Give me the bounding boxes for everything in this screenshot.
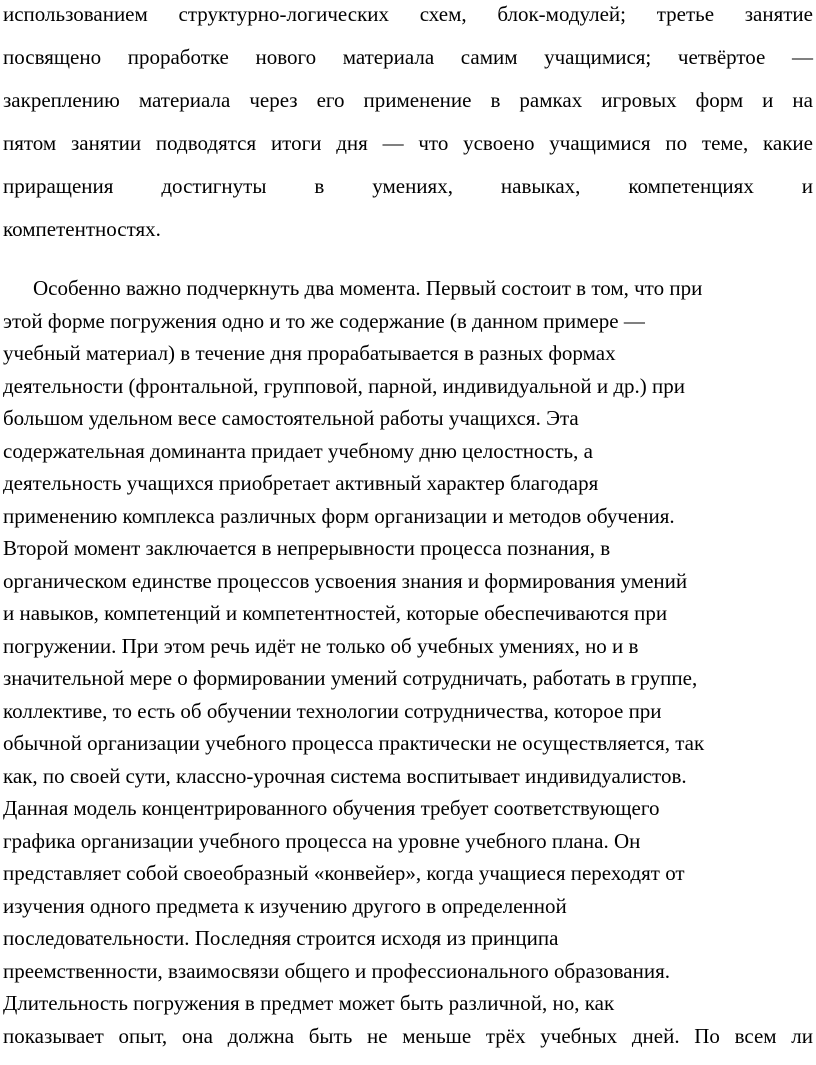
- paragraph2-line-20: изучения одного предмета к изучению другого в определенной: [3, 894, 567, 918]
- paragraph2-line-2: этой форме погружения одно и то же содержание (в данном примере —: [3, 309, 645, 333]
- paragraph2-line-22: преемственности, взаимосвязи общего и профессионального образования.: [3, 959, 670, 983]
- paragraph2-line-16: как, по своей сути, классно-урочная система воспитывает индивидуалистов.: [3, 764, 687, 788]
- paragraph2-line-17: Данная модель концентрированного обучения требует соответствующего: [3, 796, 660, 820]
- paragraph1-line-2: посвящено проработке нового материала самим учащимися; четвёртое —: [3, 45, 813, 69]
- paragraph2-line-4: деятельности (фронтальной, групповой, парной, индивидуальной и др.) при: [3, 374, 686, 398]
- paragraph2-line-13: значительной мере о формировании умений сотрудничать, работать в группе,: [3, 666, 698, 690]
- paragraph2-line-1: Особенно важно подчеркнуть два момента. Первый состоит в том, что при: [33, 276, 703, 300]
- paragraph2-line-19: представляет собой своеобразный «конвейер», когда учащиеся переходят от: [3, 861, 685, 885]
- paragraph2-line-21: последовательности. Последняя строится исходя из принципа: [3, 926, 559, 950]
- paragraph1-line-1: использованием структурно-логических схем, блок-модулей; третье занятие: [3, 2, 813, 26]
- paragraph2-line-10: органическом единстве процессов усвоения знания и формирования умений: [3, 569, 688, 593]
- paragraph2-line-23: Длительность погружения в предмет может быть различной, но, как: [3, 991, 615, 1015]
- paragraph2-line-18: графика организации учебного процесса на уровне учебного плана. Он: [3, 829, 641, 853]
- paragraph1-line-6: компетентностях.: [3, 217, 161, 241]
- paragraph2-line-8: применению комплекса различных форм организации и методов обучения.: [3, 504, 675, 528]
- paragraph2-line-3: учебный материал) в течение дня прорабатывается в разных формах: [3, 341, 616, 365]
- paragraph2-line-12: погружении. При этом речь идёт не только об учебных умениях, но и в: [3, 634, 639, 658]
- paragraph2-line-14: коллективе, то есть об обучении технологии сотрудничества, которое при: [3, 699, 662, 723]
- paragraph2-line-11: и навыков, компетенций и компетентностей, которые обеспечиваются при: [3, 601, 668, 625]
- paragraph2-line-24: показывает опыт, она должна быть не меньше трёх учебных дней. По всем ли: [3, 1024, 813, 1048]
- paragraph1-line-4: пятом занятии подводятся итоги дня — что усвоено учащимися по теме, какие: [3, 131, 813, 155]
- paragraph1-line-5: приращения достигнуты в умениях, навыках, компетенциях и: [3, 174, 813, 198]
- paragraph2-line-15: обычной организации учебного процесса практически не осуществляется, так: [3, 731, 705, 755]
- paragraph2-line-9: Второй момент заключается в непрерывности процесса познания, в: [3, 536, 611, 560]
- paragraph1-line-3: закреплению материала через его применение в рамках игровых форм и на: [3, 88, 813, 112]
- paragraph2-line-6: содержательная доминанта придает учебному дню целостность, а: [3, 439, 593, 463]
- paragraph2-line-7: деятельность учащихся приобретает активный характер благодаря: [3, 471, 599, 495]
- paragraph2-line-5: большом удельном весе самостоятельной работы учащихся. Эта: [3, 406, 579, 430]
